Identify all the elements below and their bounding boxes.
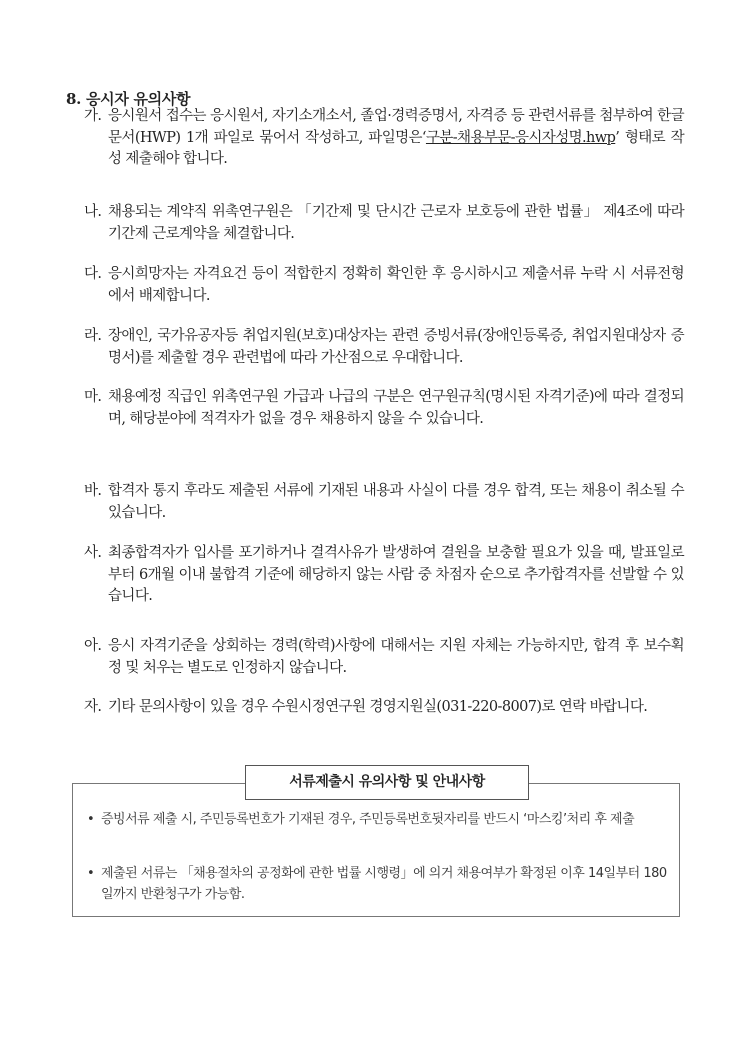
filename-format: 구분-채용부문-응시자성명.hwp — [425, 129, 616, 146]
item-text: 채용예정 직급인 위촉연구원 가급과 나급의 구분은 연구원규칙(명시된 자격기준)에 따라 결정되며, 해당분야에 적격자가 없을 경우 채용하지 않을 수 있습니다. — [108, 389, 684, 427]
notice-box-title: 서류제출시 유의사항 및 안내사항 — [245, 765, 529, 800]
item-text: 응시 자격기준을 상회하는 경력(학력)사항에 대해서는 지원 자체는 가능하지만, 합격 후 보수획정 및 처우는 별도로 인정하지 않습니다. — [108, 638, 684, 676]
bullet-dot-icon: • — [87, 866, 95, 881]
item-marker: 바. — [84, 483, 102, 499]
notice-item-ga — [84, 106, 684, 171]
section-heading: 8. 응시자 유의사항 — [66, 90, 191, 108]
bullet-text: 증빙서류 제출 시, 주민등록번호가 기재된 경우, 주민등록번호뒷자리를 반드시 ‘마스킹’처리 후 제출 — [101, 812, 635, 827]
item-text: 장애인, 국가유공자등 취업지원(보호)대상자는 관련 증빙서류(장애인등록증, 취업지원대상자 증명서)를 제출할 경우 관련법에 따라 가산점으로 우대합니다. — [108, 328, 684, 366]
item-text: 응시원서 접수는 응시원서, 자기소개소서, 졸업·경력증명서, 자격증 등 관련서류를 첨부하여 한글문서(HWP) 1개 파일로 묶어서 작성하고, 파일명은‘구분-채용부문-응시자성명.hwp’ 형태로 작성 제출해야 합니다. — [108, 108, 685, 167]
item-text: 최종합격자가 입사를 포기하거나 결격사유가 발생하여 결원을 보충할 필요가 있을 때, 발표일로부터 6개월 이내 불합격 기준에 해당하지 않는 사람 중 차점자 순으로 추가합격자를 선발할 수 있습니다. — [108, 545, 684, 604]
notice-bullet — [87, 863, 667, 905]
notice-item-da — [84, 264, 684, 307]
item-marker: 자. — [84, 699, 102, 715]
item-marker: 아. — [84, 638, 102, 654]
notice-item-ra — [84, 326, 684, 369]
item-marker: 다. — [84, 266, 102, 282]
item-marker: 라. — [84, 328, 102, 344]
item-marker: 사. — [84, 545, 102, 561]
notice-item-ba — [84, 481, 684, 524]
bullet-text: 제출된 서류는 「채용절차의 공정화에 관한 법률 시행령」에 의거 채용여부가 확정된 이후 14일부터 180일까지 반환청구가 가능함. — [101, 866, 667, 902]
item-text: 채용되는 계약직 위촉연구원은 「기간제 및 단시간 근로자 보호등에 관한 법률」 제4조에 따라 기간제 근로계약을 체결합니다. — [108, 204, 684, 242]
notice-item-sa — [84, 543, 684, 608]
item-marker: 마. — [84, 389, 102, 405]
notice-item-ma — [84, 387, 684, 430]
bullet-dot-icon: • — [87, 812, 95, 827]
item-text: 응시희망자는 자격요건 등이 적합한지 정확히 확인한 후 응시하시고 제출서류 누락 시 서류전형에서 배제합니다. — [108, 266, 684, 304]
notice-bullet — [87, 809, 667, 830]
item-text: 합격자 통지 후라도 제출된 서류에 기재된 내용과 사실이 다를 경우 합격, 또는 채용이 취소될 수 있습니다. — [108, 483, 684, 521]
item-marker: 나. — [84, 204, 102, 220]
item-text: 기타 문의사항이 있을 경우 수원시정연구원 경영지원실(031-220-8007)로 연락 바랍니다. — [108, 699, 648, 715]
notice-item-na — [84, 202, 684, 245]
item-marker: 가. — [84, 108, 102, 124]
notice-item-a — [84, 636, 684, 679]
notice-item-ja — [84, 697, 684, 719]
